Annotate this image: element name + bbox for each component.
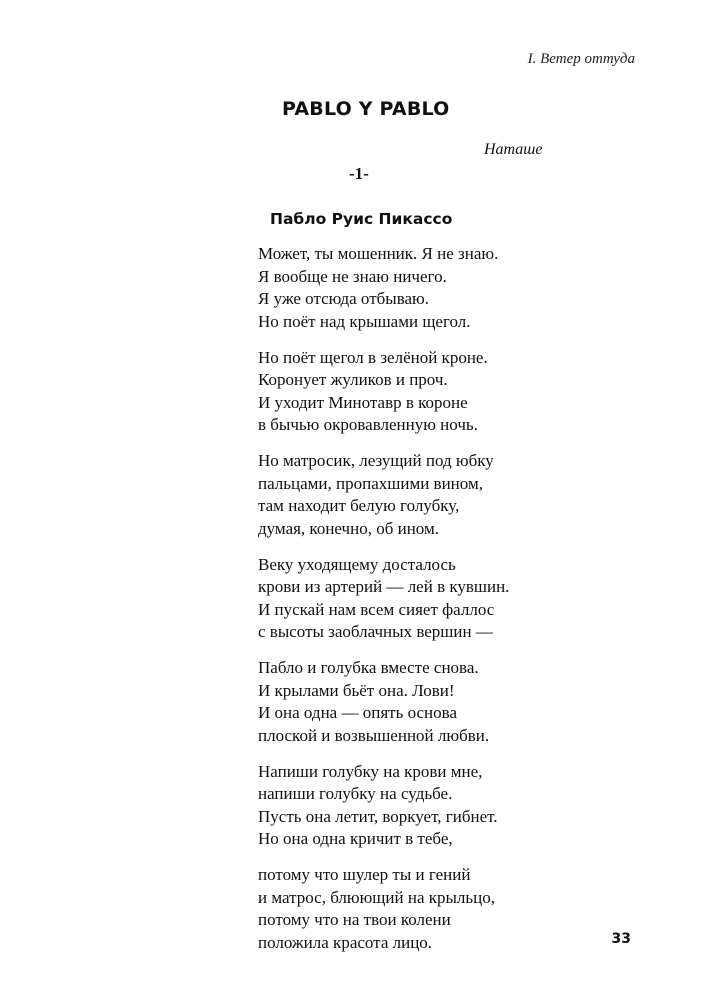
poem-line: с высоты заоблачных вершин — [258,622,493,641]
running-head: I. Ветер оттуда [527,51,635,67]
stanza [258,761,658,851]
stanza [258,657,658,747]
stanza [258,864,658,954]
poem-title: Пабло Руис Пикассо [270,210,453,228]
page-number: 33 [611,931,631,947]
poem-line: в бычью окровавленную ночь. [258,415,478,434]
poem-line: пальцами, пропахшими вином, [258,473,483,493]
poem-line: и матрос, блюющий на крыльцо, [258,887,496,907]
poem-line: потому что на твои колени [258,910,451,929]
poem-line: крови из артерий — лей в кувшин. [258,577,510,596]
poem-line: Но поёт над крышами щегол. [258,311,471,331]
poem-line: плоской и возвышенной любви. [258,725,490,745]
poem-line: И уходит Минотавр в короне [258,392,468,412]
poem-line: думая, конечно, об ином. [258,518,439,538]
poem-line: Веку уходящему досталось [258,554,456,574]
poem-line: напиши голубку на судьбе. [258,784,453,803]
poem-line: И пускай нам всем сияет фаллос [258,599,495,619]
poem-line: Я вообще не знаю ничего. [258,266,447,286]
poem-line: Пабло и голубка вместе снова. [258,658,479,677]
poem-line: Но она одна кричит в тебе, [258,829,453,848]
poem-line: Может, ты мошенник. Я не знаю. [258,244,499,263]
dedication: Наташе [484,141,543,158]
stanza [258,243,658,333]
poem-body [258,243,658,968]
stanza [258,554,658,644]
poem-line: И она одна — опять основа [258,703,457,722]
poem-line: потому что шулер ты и гений [258,865,471,884]
poem-line: там находит белую голубку, [258,496,460,515]
poem-line: Пусть она летит, воркует, гибнет. [258,806,498,826]
poem-line: И крылами бьёт она. Лови! [258,680,455,700]
poem-line: положила красота лицо. [258,932,433,952]
poem-line: Но матросик, лезущий под юбку [258,451,494,470]
poem-line: Коронует жуликов и проч. [258,370,448,389]
part-number: -1- [349,164,369,183]
poem-line: Но поёт щегол в зелёной кроне. [258,347,488,367]
stanza [258,450,658,540]
page-title: PABLO Y PABLO [282,98,450,120]
poem-line: Напиши голубку на крови мне, [258,761,483,781]
stanza [258,347,658,437]
poem-line: Я уже отсюда отбываю. [258,289,429,308]
